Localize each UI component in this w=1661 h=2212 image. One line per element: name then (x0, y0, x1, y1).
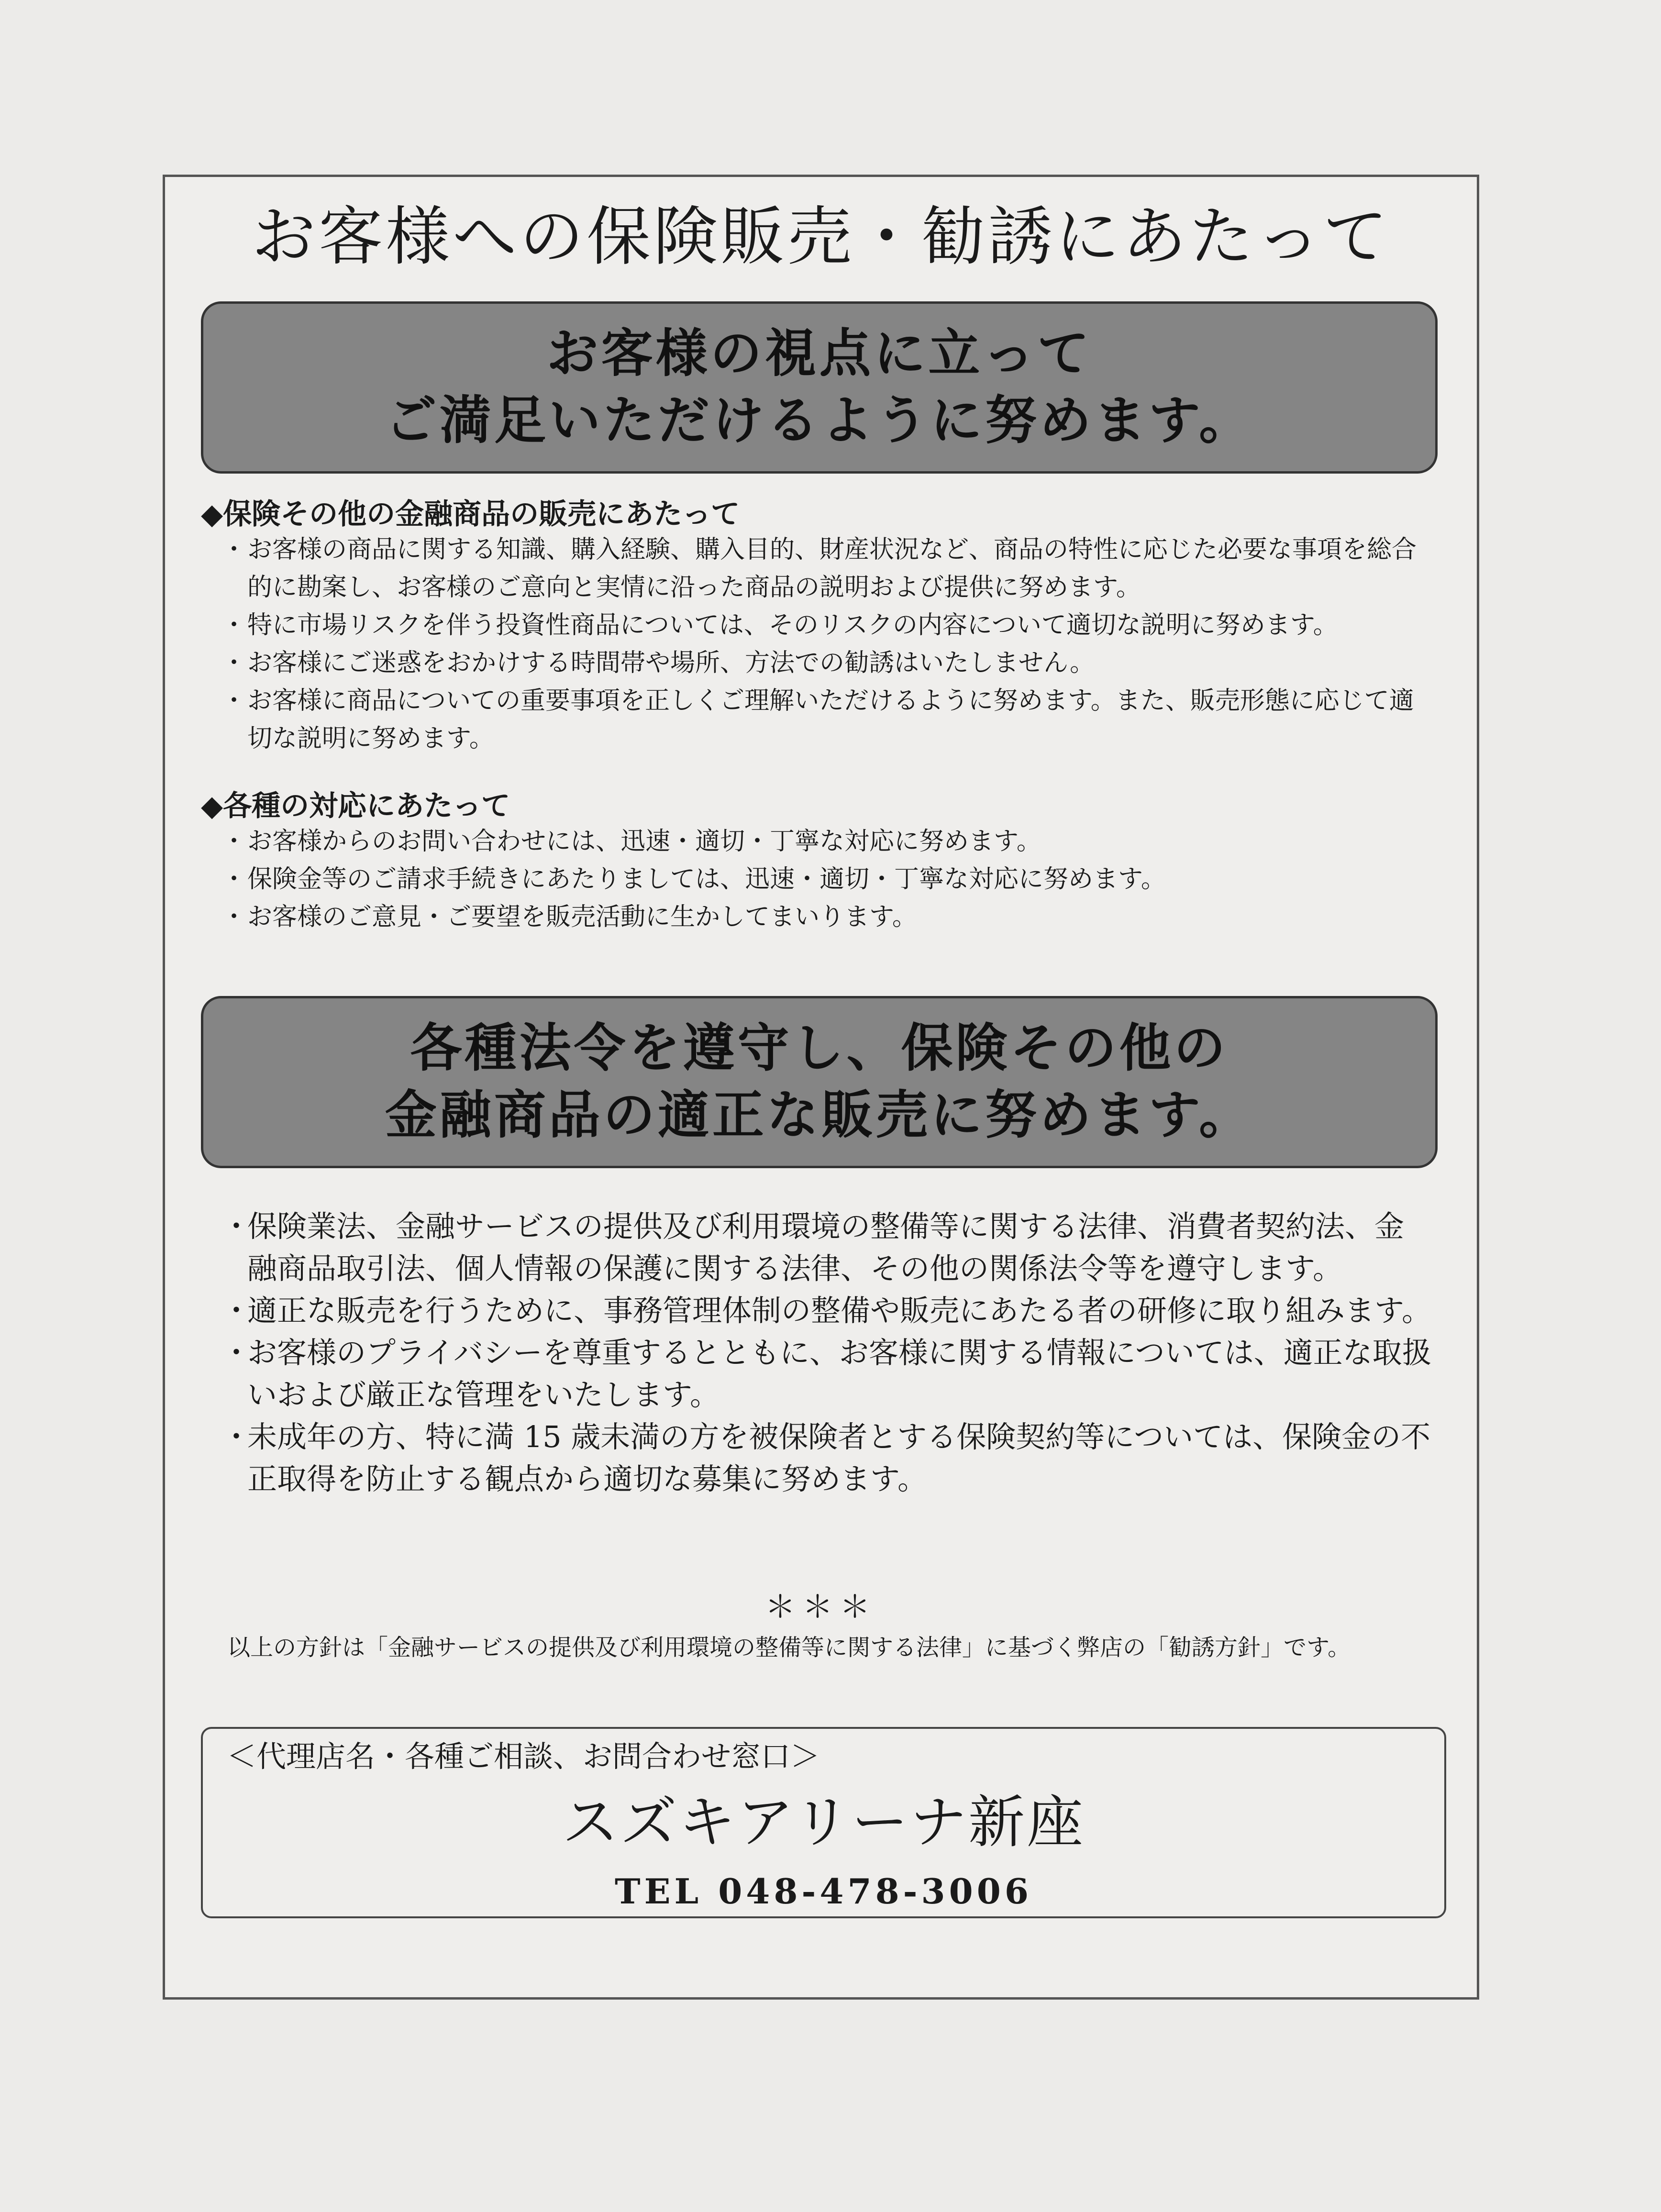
list-item: ・ お客様からのお問い合わせには、迅速・適切・丁寧な対応に努めます。 (227, 823, 1433, 861)
list-item: ・ 特に市場リスクを伴う投資性商品については、そのリスクの内容について適切な説明に努めます。 (227, 607, 1433, 644)
agency-name: スズキアリーナ新座 (562, 1789, 1085, 1855)
separator-stars: ＊＊＊ (765, 1590, 877, 1625)
section-heading-responses: ◆各種の対応にあたって (201, 789, 510, 823)
list-item: ・ 適正な販売を行うために、事務管理体制の整備や販売にあたる者の研修に取り組みます。 (227, 1290, 1433, 1332)
compliance-list (227, 1206, 1433, 1500)
financial-sales-list (227, 531, 1433, 758)
banner-line-1: お客様の視点に立って (546, 324, 1092, 384)
list-item: ・ お客様に商品についての重要事項を正しくご理解いただけるように努めます。また、販売形態に応じて適切な説明に努めます。 (227, 682, 1433, 758)
list-item: ・ お客様のご意見・ご要望を販売活動に生かしてまいります。 (227, 898, 1433, 936)
commitment-banner-compliance (201, 996, 1438, 1168)
list-item: ・ 保険業法、金融サービスの提供及び利用環境の整備等に関する法律、消費者契約法、金融商品取引法、個人情報の保護に関する法律、その他の関係法令等を遵守します。 (227, 1206, 1433, 1290)
banner-line-2: ご満足いただけるように努めます。 (385, 391, 1254, 451)
list-item: ・ 保険金等のご請求手続きにあたりましては、迅速・適切・丁寧な対応に努めます。 (227, 861, 1433, 898)
contact-label: ＜代理店名・各種ご相談、お問合わせ窓口＞ (227, 1739, 820, 1774)
banner-line-1: 各種法令を遵守し、保険その他の (410, 1018, 1229, 1078)
commitment-banner-customer-view (201, 301, 1438, 474)
list-item: ・ お客様のプライバシーを尊重するとともに、お客様に関する情報については、適正な取扱いおよび厳正な管理をいたします。 (227, 1332, 1433, 1416)
list-item: ・ お客様にご迷惑をおかけする時間帯や場所、方法での勧誘はいたしません。 (227, 644, 1433, 682)
list-item: ・ お客様の商品に関する知識、購入経験、購入目的、財産状況など、商品の特性に応じた必要な事項を総合的に勘案し、お客様のご意向と実情に沿った商品の説明および提供に努めます。 (227, 531, 1433, 607)
banner-line-2: 金融商品の適正な販売に努めます。 (385, 1085, 1254, 1145)
policy-document (163, 175, 1479, 2000)
section-heading-financial-sales: ◆保険その他の金融商品の販売にあたって (201, 498, 740, 531)
responses-list (227, 823, 1433, 936)
policy-footnote: 以上の方針は「金融サービスの提供及び利用環境の整備等に関する法律」に基づく弊店の「勧誘方針」です。 (227, 1634, 1351, 1661)
contact-box (201, 1727, 1446, 1918)
list-item: ・ 未成年の方、特に満 15 歳未満の方を被保険者とする保険契約等については、保険金の不正取得を防止する観点から適切な募集に努めます。 (227, 1416, 1433, 1500)
agency-phone: TEL 048-478-3006 (615, 1871, 1032, 1912)
document-title: お客様への保険販売・勧誘にあたって (251, 199, 1390, 274)
